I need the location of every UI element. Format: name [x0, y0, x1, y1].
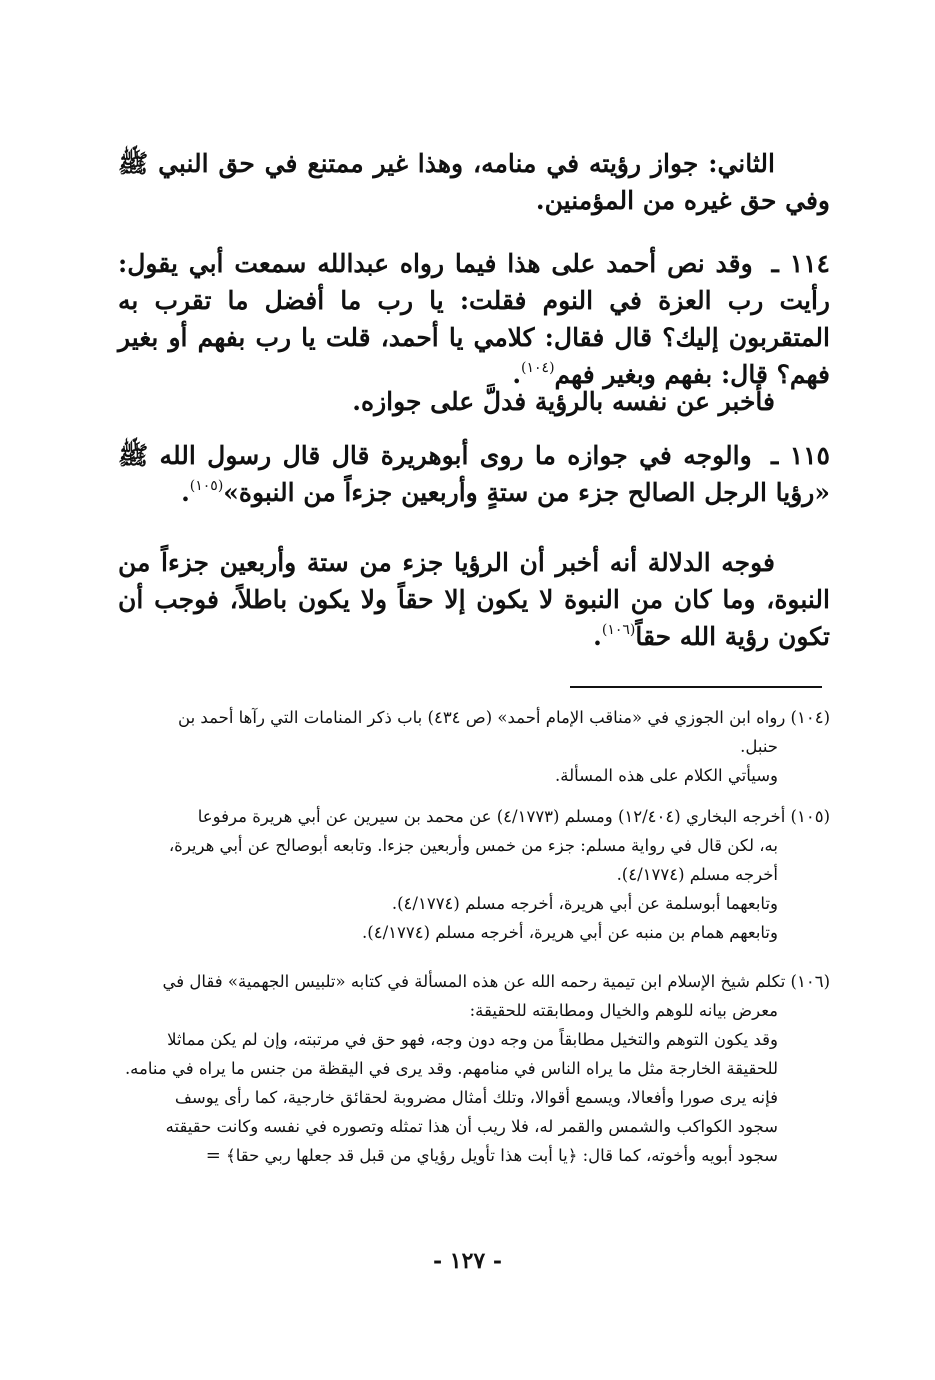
footnote-separator — [570, 686, 822, 688]
paragraph-number: ١١٥ ـ — [771, 441, 830, 470]
footnote-105-line-3: أخرجه مسلم (٤/١٧٧٤). — [616, 865, 778, 884]
footnote-105-line-4: وتابعهما أبوسلمة عن أبي هريرة، أخرجه مسلم (٤/١٧٧٤). — [391, 894, 778, 913]
continuation-mark: = — [205, 1145, 221, 1166]
paragraph-dalala — [118, 544, 830, 655]
footnote-105-line-1: (١٠٥) أخرجه البخاري (١٢/٤٠٤) ومسلم (٤/١٧٧٣) عن محمد بن سيرين عن أبي هريرة مرفوعا — [197, 807, 830, 826]
page-number: - ١٢٧ - — [432, 1248, 503, 1274]
footnote-104-line-1: (١٠٤) رواه ابن الجوزي في «مناقب الإمام أحمد» (ص ٤٣٤) باب ذكر المنامات التي رآها أحمد بن — [178, 708, 830, 727]
footnote-ref-105[interactable]: (١٠٥) — [189, 478, 224, 494]
footnote-106-line-2: معرض بيانه للوهم والخيال ومطابقته للحقيقة: — [469, 1001, 778, 1020]
footnote-106-line-5: فإنه يرى صورا وأفعالا، ويسمع أقوالا، وتلك أمثال مضروبة لحقائق خارجية، كما رأى يوسف — [174, 1088, 778, 1107]
sentence-end: . — [512, 360, 522, 389]
footnotes — [118, 703, 830, 1182]
paragraph-conclusion — [118, 383, 830, 420]
footnote-106-line-3: وقد يكون التوهم والتخيل مطابقاً من وجه دون وجه، فهو حق في مرتبته، وإن لم يكن مماثلا — [167, 1030, 778, 1049]
footnote-ref-104[interactable]: (١٠٤) — [521, 360, 555, 376]
main-text-section-114 — [118, 245, 830, 393]
main-text-dalala — [118, 544, 830, 655]
footnote-106 — [118, 967, 830, 1170]
paragraph-1-line-1: الثاني: جواز رؤيته في منامه، وهذا غير ممتنع في حق النبي ﷺ وفي حق — [118, 149, 830, 215]
paragraph-dalala-text: فوجه الدلالة أنه أخبر أن الرؤيا جزء من ستة وأربعين جزءاً من النبوة، وما كان من النبوة لا يكون إلا حقاً ولا يكون باطلاً، فوجب أن تكون رؤية الله حقاً — [118, 548, 830, 651]
footnote-104 — [118, 703, 830, 790]
footnote-106-line-7 — [118, 1141, 830, 1170]
main-text — [118, 145, 830, 219]
footnote-106-line-7-text: سجود أبويه وأخوته، كما قال: ﴿يا أبت هذا تأويل رؤياي من قبل قد جعلها ربي حقا﴾ — [226, 1146, 778, 1165]
paragraph-114 — [118, 245, 830, 393]
footnote-105-line-5: وتابعهم همام بن منبه عن أبي هريرة، أخرجه مسلم (٤/١٧٧٤). — [362, 923, 778, 942]
paragraph-115-text: والوجه في جوازه ما روى أبوهريرة قال قال رسول الله ﷺ «رؤيا الرجل الصالح جزء من ستةٍ وأربعين جزءاً من النبوة» — [118, 441, 830, 507]
footnote-104-line-2: حنبل. — [740, 737, 778, 756]
paragraph-conclusion-text: فأخبر عن نفسه بالرؤية فدلَّ على جوازه. — [352, 387, 775, 416]
main-text-section-115 — [118, 437, 830, 511]
footnote-106-line-4: للحقيقة الخارجة مثل ما يراه الناس في منامهم. وقد يرى في اليقظة من جنس ما يراه في منامه. — [124, 1059, 778, 1078]
footnote-105 — [118, 802, 830, 947]
paragraph-1-line-2: غيره من المؤمنين. — [535, 186, 732, 215]
footnote-104-line-3: وسيأتي الكلام على هذه المسألة. — [555, 766, 778, 785]
footnote-106-line-1: (١٠٦) تكلم شيخ الإسلام ابن تيمية رحمه الله عن هذه المسألة في كتابه «تلبيس الجهمية» فقال في — [162, 972, 830, 991]
paragraph-114-text: وقد نص أحمد على هذا فيما رواه عبدالله سمعت أبي يقول: رأيت رب العزة في النوم فقلت: يا رب ما أفضل ما تقرب به المتقربون إليك؟ قال فقال: كلامي يا أحمد، قلت يا رب بفهم أو بغير فهم؟ قال: بفهم وبغير فهم — [118, 249, 830, 389]
main-text-conclusion — [118, 383, 830, 420]
footnote-105-line-2: به، لكن قال في رواية مسلم: جزء من خمس وأربعين جزءا. وتابعه أبوصالح عن أبي هريرة، — [168, 836, 778, 855]
footnote-ref-106[interactable]: (١٠٦) — [601, 622, 636, 638]
footnote-106-line-6: سجود الكواكب والشمس والقمر له، فلا ريب أن هذا تمثله وتصوره في نفسه وكانت حقيقته — [165, 1117, 778, 1136]
sentence-end: . — [593, 622, 602, 651]
sentence-end: . — [181, 478, 190, 507]
paragraph-1 — [118, 145, 830, 219]
paragraph-115 — [118, 437, 830, 511]
paragraph-number: ١١٤ ـ — [771, 249, 830, 278]
